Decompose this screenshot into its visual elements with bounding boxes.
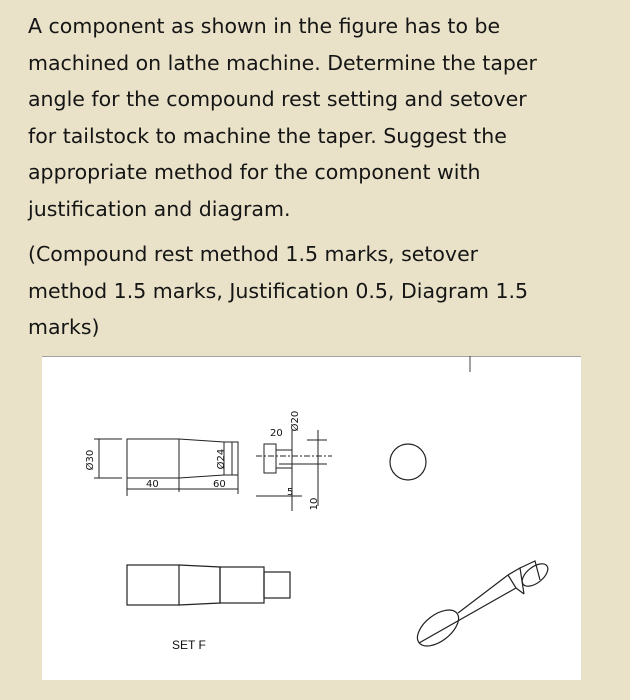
iso-end-ellipse xyxy=(411,603,465,653)
marks-line: (Compound rest method 1.5 marks, setover xyxy=(28,242,479,266)
bottom-step xyxy=(220,567,264,603)
dim-label-20: 20 xyxy=(270,428,283,439)
front-view xyxy=(94,430,332,511)
dim-label-40: 40 xyxy=(146,479,159,490)
component-figure xyxy=(42,356,581,680)
set-label: SET F xyxy=(172,638,206,652)
dim-label-60: 60 xyxy=(213,479,226,490)
drawing-svg xyxy=(42,356,581,680)
end-view-circle xyxy=(390,444,426,480)
isometric-view xyxy=(411,559,552,653)
iso-body-lines xyxy=(419,575,516,643)
question-line: justification and diagram. xyxy=(28,196,291,221)
question-line: appropriate method for the component with xyxy=(28,160,481,184)
question-line: A component as shown in the figure has to be xyxy=(28,14,501,38)
marks-breakdown xyxy=(28,236,608,346)
shoulder-section xyxy=(264,444,276,473)
cylinder-section xyxy=(127,439,179,478)
dim-label-10: 10 xyxy=(309,497,320,511)
question-line: machined on lathe machine. Determine the taper xyxy=(28,50,537,75)
marks-line: method 1.5 marks, Justification 0.5, Diagram 1.5 xyxy=(28,278,529,303)
dim-label-d24: Ø24 xyxy=(216,448,227,470)
dim-label-d20: Ø20 xyxy=(290,410,301,432)
bottom-end xyxy=(264,572,290,598)
bottom-cylinder xyxy=(127,565,179,605)
bottom-taper xyxy=(179,565,220,605)
question-line: for tailstock to machine the taper. Suggest the xyxy=(28,123,507,148)
dim-label-d30: Ø30 xyxy=(85,449,96,471)
bottom-view xyxy=(127,565,290,605)
dim-label-5: 5 xyxy=(287,487,294,498)
end-section xyxy=(276,450,292,468)
question-line: angle for the compound rest setting and setover xyxy=(28,87,527,111)
question-text xyxy=(28,8,608,227)
marks-line: marks) xyxy=(28,315,100,339)
